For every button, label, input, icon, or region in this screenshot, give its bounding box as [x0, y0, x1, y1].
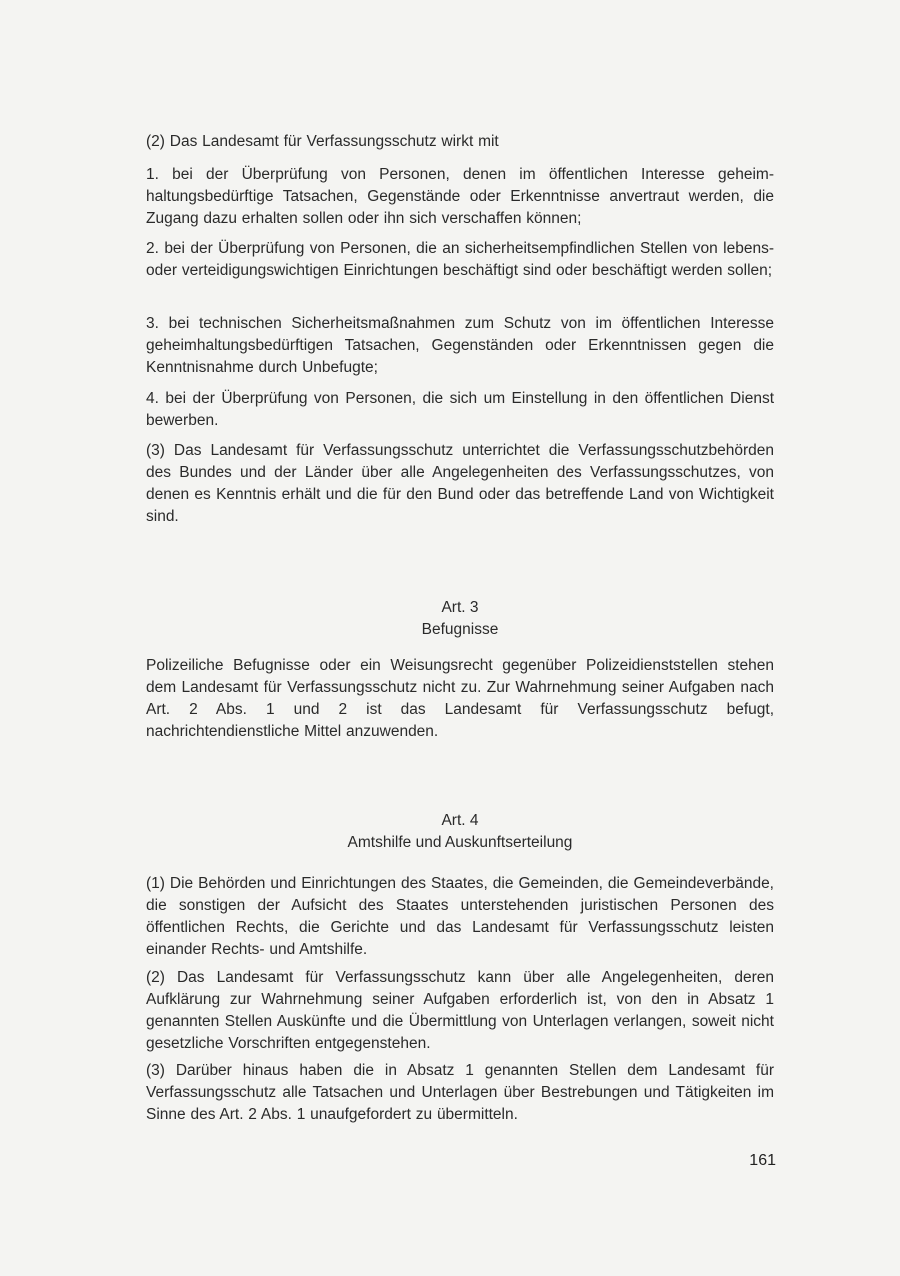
- art3-text: Polizeiliche Befugnisse oder ein Weisungsrecht gegenüber Polizeidienststellen stehen dem Landesamt für Verfassungsschutz nicht zu. Zur Wahrnehmung seiner Aufgaben nach Art. 2 Abs. 1 und 2 ist das Landesamt für Verfassungsschutz befugt, nachrichtendienstliche Mittel anzuwenden.: [146, 657, 774, 740]
- art4-paragraph-1: (1) Die Behörden und Einrichtungen des Staates, die Gemeinden, die Gemeindeverbände, die sonstigen der Aufsicht des Staates unterstehenden juristischen Personen des öffentlichen Rechts, die Gerichte und das Landesamt für Verfassungsschutz leisten einander Rechts- und Amtshilfe.: [146, 875, 774, 958]
- art2-item-1: 1. bei der Überprüfung von Personen, denen im öffentlichen Interesse geheimhaltungsbedürftige Tatsachen, Gegenstände oder Erkenntnisse anvertraut werden, die Zugang dazu erhalten sollen oder ihn sich verschaffen können;: [146, 166, 774, 227]
- art4-paragraph-3: (3) Darüber hinaus haben die in Absatz 1 genannten Stellen dem Landesamt für Verfassungsschutz alle Tatsachen und Unterlagen über Bestrebungen und Tätigkeiten im Sinne des Art. 2 Abs. 1 unaufgefordert zu übermitteln.: [146, 1062, 774, 1123]
- art4-number: Art. 4: [441, 812, 479, 829]
- art2-paragraph-3: (3) Das Landesamt für Verfassungsschutz unterrichtet die Verfassungsschutzbehörden des Bundes und der Länder über alle Angelegenheiten des Verfassungsschutzes, von denen es Kenntnis erhält und die für den Bund oder das betreffende Land von Wichtigkeit sind.: [146, 442, 774, 525]
- page-number: 161: [749, 1152, 776, 1169]
- art4-paragraph-2: (2) Das Landesamt für Verfassungsschutz kann über alle Angelegenheiten, deren Aufklärung zur Wahrnehmung seiner Aufgaben erforderlich ist, von den in Absatz 1 genannten Stellen Auskünfte und die Übermittlung von Unterlagen verlangen, soweit nicht gesetzliche Vorschriften entgegenstehen.: [146, 969, 774, 1052]
- art4-title: Amtshilfe und Auskunftserteilung: [347, 834, 573, 851]
- art2-item-2: 2. bei der Überprüfung von Personen, die an sicherheitsempfindlichen Stellen von lebens- oder verteidigungswichtigen Einrichtungen beschäftigt sind oder beschäftigt werden sollen;: [146, 240, 774, 279]
- art2-item-3: 3. bei technischen Sicherheitsmaßnahmen zum Schutz von im öffentlichen Interesse geheimhaltungsbedürftigen Tatsachen, Gegenständen oder Erkenntnissen gegen die Kenntnisnahme durch Unbefugte;: [146, 315, 774, 376]
- art3-number: Art. 3: [441, 599, 479, 616]
- art2-paragraph-2-intro: (2) Das Landesamt für Verfassungsschutz wirkt mit: [146, 133, 499, 150]
- art3-title: Befugnisse: [421, 621, 499, 638]
- art2-item-4: 4. bei der Überprüfung von Personen, die sich um Einstellung in den öffentlichen Dienst bewerben.: [146, 390, 774, 429]
